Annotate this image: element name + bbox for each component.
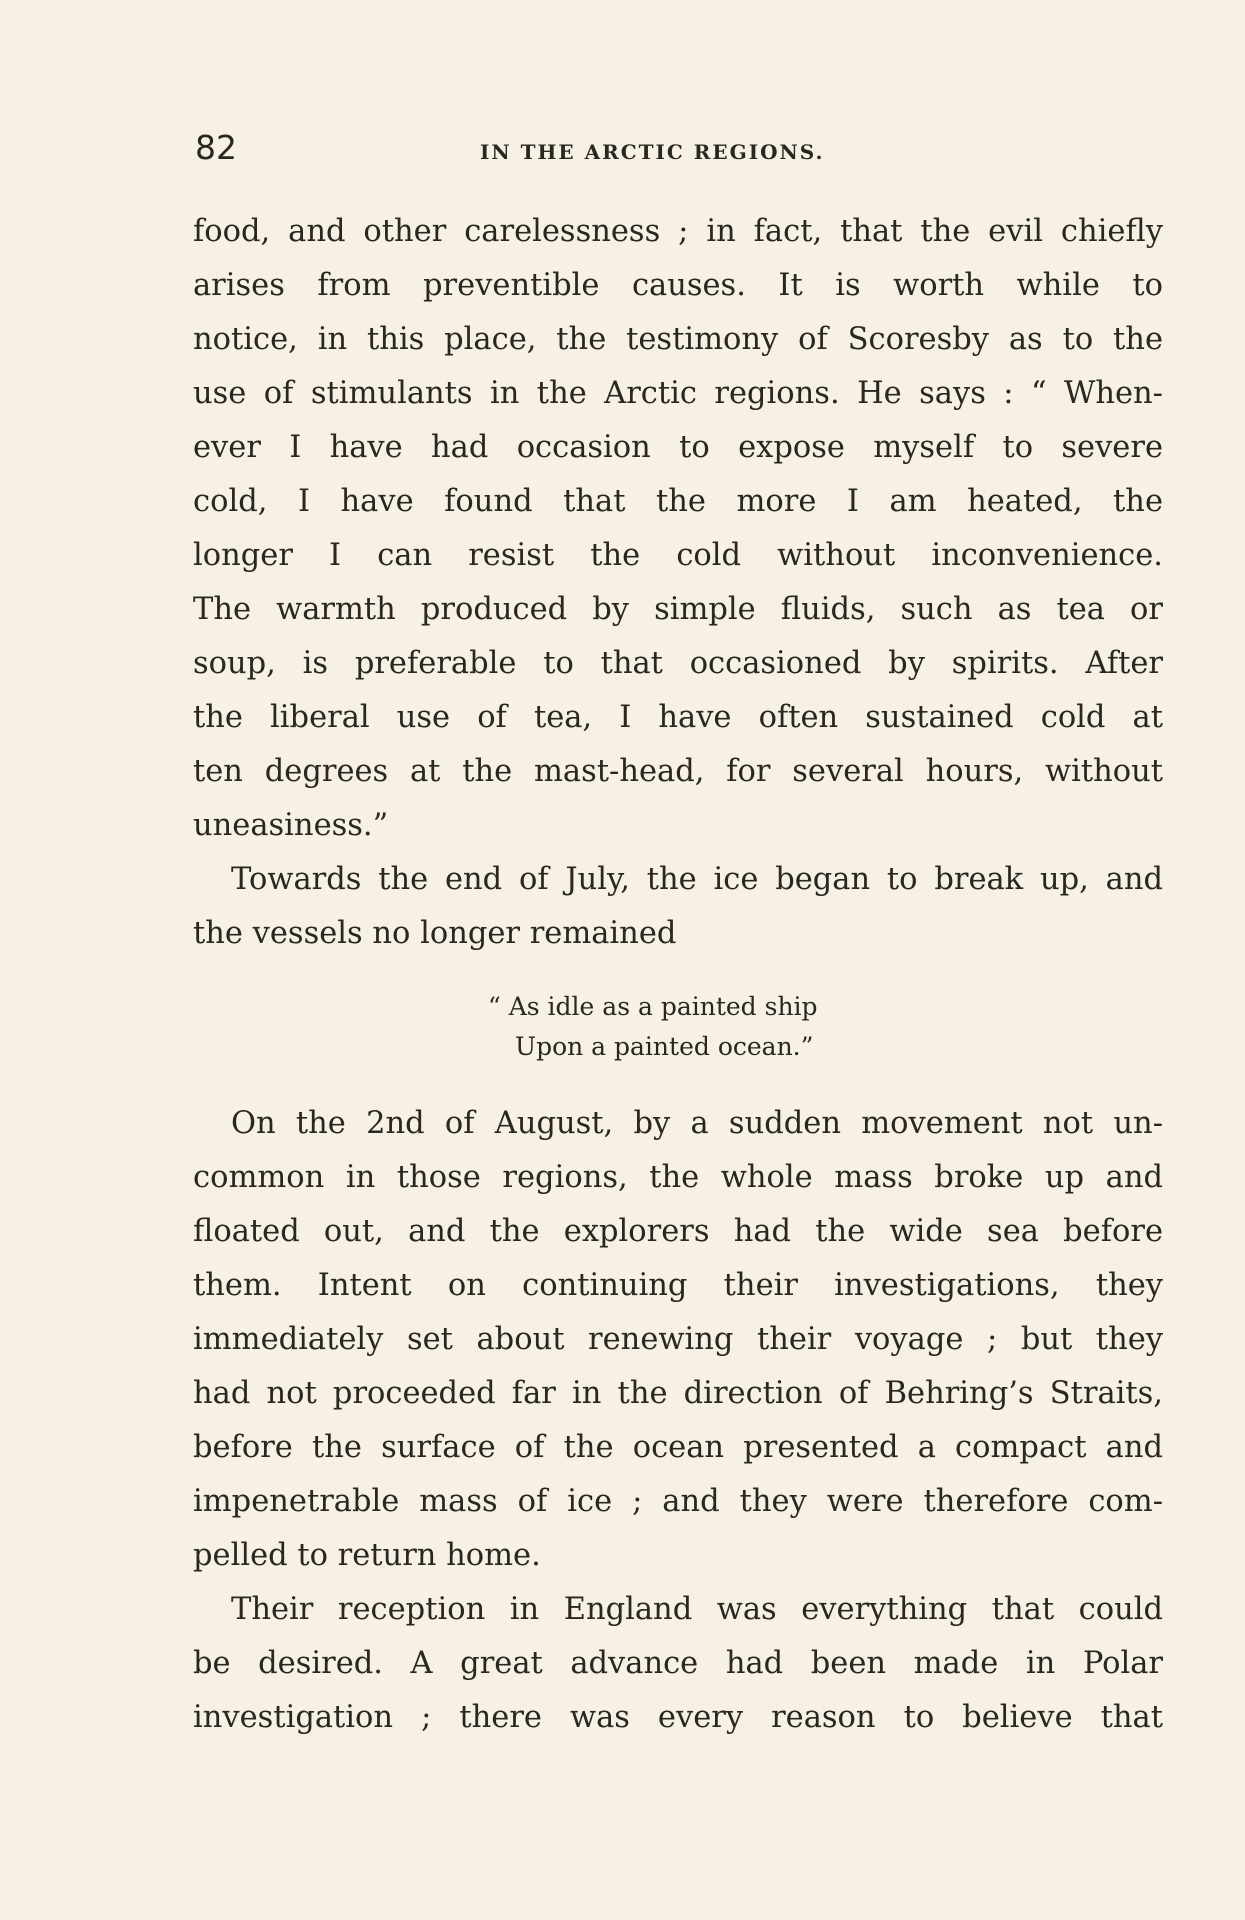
text-line: longer I can resist the cold without inconvenience. — [193, 538, 1163, 573]
quote-line: “ As idle as a painted ship — [488, 992, 818, 1021]
text-line: food, and other carelessness ; in fact, that the evil chiefly — [193, 214, 1163, 249]
text-line: arises from preventible causes. It is worth while to — [193, 268, 1163, 303]
text-line: cold, I have found that the more I am heated, the — [193, 484, 1163, 519]
text-line: the liberal use of tea, I have often sustained cold at — [193, 700, 1163, 735]
page-number: 82 — [195, 128, 237, 167]
paragraph-3 — [193, 1097, 1163, 1583]
text-line: The warmth produced by simple fluids, such as tea or — [193, 592, 1163, 627]
text-line: them. Intent on continuing their investigations, they — [193, 1268, 1163, 1303]
text-line: common in those regions, the whole mass broke up and — [193, 1160, 1163, 1195]
running-head: IN THE ARCTIC REGIONS. — [480, 140, 825, 164]
text-line: soup, is preferable to that occasioned by spirits. After — [193, 646, 1163, 681]
text-line: the vessels no longer remained — [193, 916, 677, 951]
text-line: notice, in this place, the testimony of Scoresby as to the — [193, 322, 1163, 357]
text-line: Their reception in England was everything that could — [231, 1592, 1163, 1627]
paragraph-2 — [193, 853, 1163, 961]
quote-line: Upon a painted ocean.” — [515, 1032, 814, 1061]
paragraph-1 — [193, 205, 1163, 853]
text-line: impenetrable mass of ice ; and they were therefore com- — [193, 1484, 1163, 1519]
text-line: pelled to return home. — [193, 1538, 541, 1573]
text-line: use of stimulants in the Arctic regions. He says : “ When- — [193, 376, 1163, 411]
text-line: be desired. A great advance had been made in Polar — [193, 1646, 1163, 1681]
text-line: On the 2nd of August, by a sudden movement not un- — [231, 1106, 1163, 1141]
text-line: uneasiness.” — [193, 808, 389, 843]
verse-quotation — [193, 987, 1163, 1067]
text-line: ten degrees at the mast-head, for several hours, without — [193, 754, 1163, 789]
text-line: before the surface of the ocean presented a compact and — [193, 1430, 1163, 1465]
text-line: immediately set about renewing their voyage ; but they — [193, 1322, 1163, 1357]
paragraph-4 — [193, 1583, 1163, 1745]
page-header — [195, 128, 1160, 178]
text-line: Towards the end of July, the ice began to break up, and — [231, 862, 1163, 897]
text-line: had not proceeded far in the direction of Behring’s Straits, — [193, 1376, 1163, 1411]
text-line: floated out, and the explorers had the wide sea before — [193, 1214, 1163, 1249]
text-line: investigation ; there was every reason to believe that — [193, 1700, 1163, 1735]
text-line: ever I have had occasion to expose myself to severe — [193, 430, 1163, 465]
page-body — [193, 205, 1163, 1745]
